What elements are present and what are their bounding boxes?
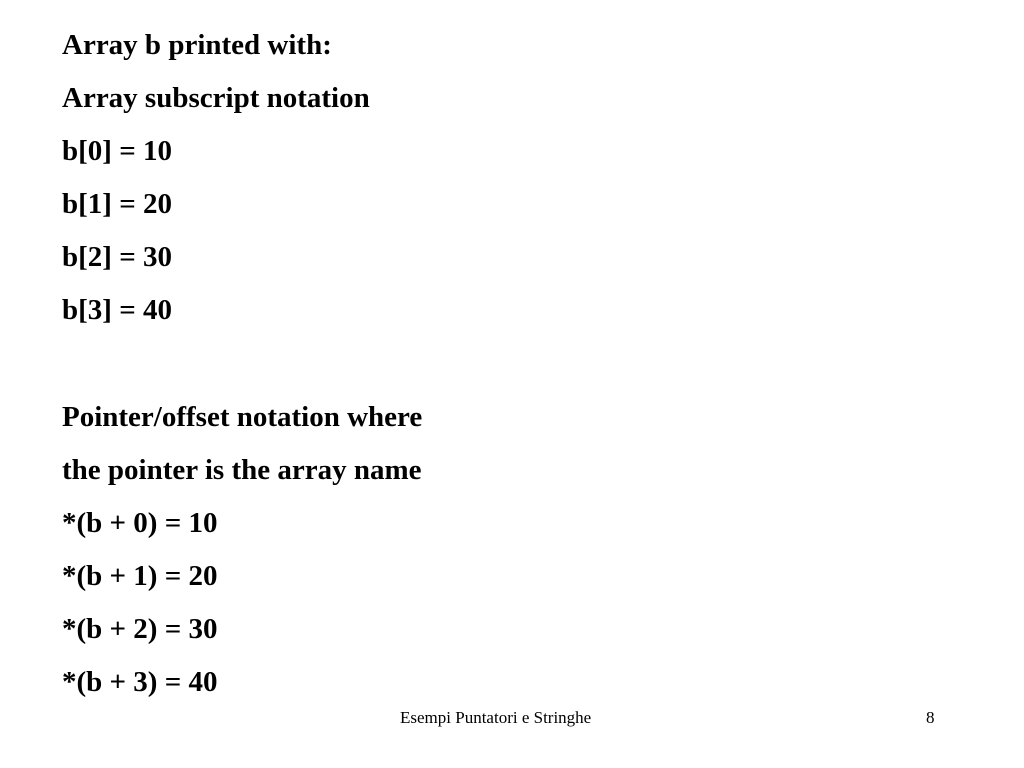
pointer-line-1: *(b + 1) = 20 (62, 560, 218, 592)
footer-title: Esempi Puntatori e Stringhe (400, 708, 592, 727)
pointer-offset-heading: Pointer/offset notation where (62, 401, 423, 433)
subscript-line-1: b[1] = 20 (62, 188, 172, 220)
page-number: 8 (926, 708, 935, 727)
pointer-line-0: *(b + 0) = 10 (62, 507, 218, 539)
pointer-line-2: *(b + 2) = 30 (62, 613, 218, 645)
subscript-line-3: b[3] = 40 (62, 294, 172, 326)
pointer-offset-heading-cont: the pointer is the array name (62, 454, 422, 486)
subscript-notation-heading: Array subscript notation (62, 82, 370, 114)
subscript-line-2: b[2] = 30 (62, 241, 172, 273)
output-heading: Array b printed with: (62, 29, 332, 61)
subscript-line-0: b[0] = 10 (62, 135, 172, 167)
pointer-line-3: *(b + 3) = 40 (62, 666, 218, 698)
